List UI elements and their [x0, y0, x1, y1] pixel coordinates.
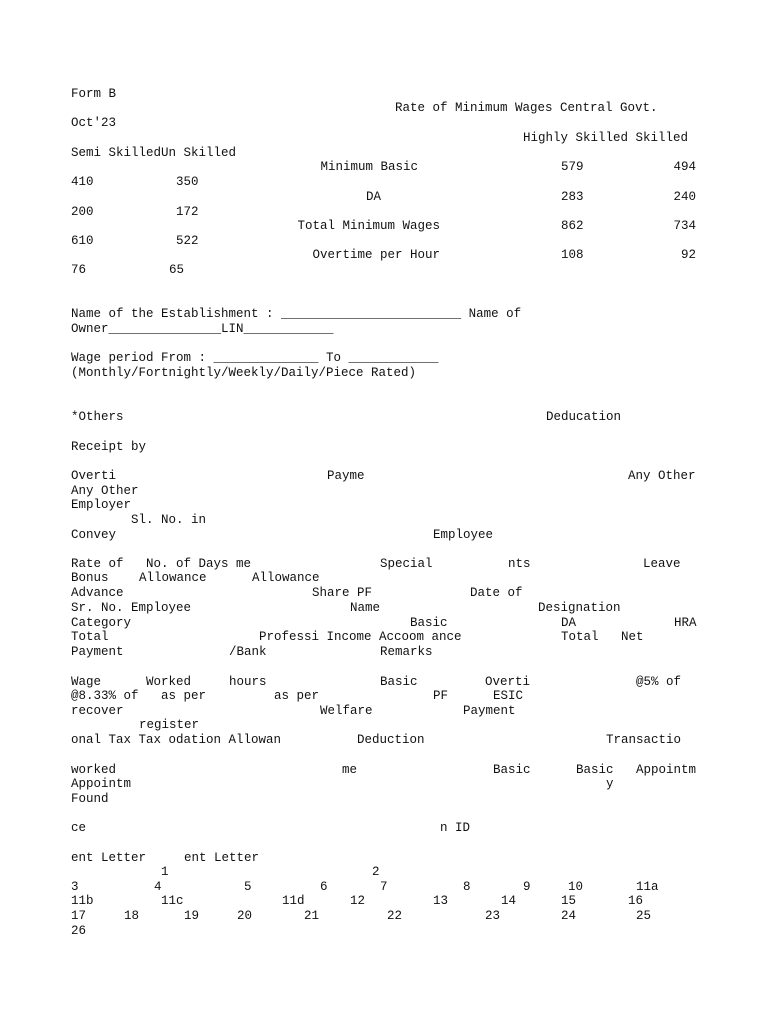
column-number: 10 [568, 880, 584, 894]
header-basic: Basic [576, 763, 614, 777]
skill-header-high: Highly Skilled Skilled [523, 131, 689, 145]
wage-period-types: (Monthly/Fortnightly/Weekly/Daily/Piece Rated) [71, 366, 417, 380]
wage-value-semi-skilled: 200 [71, 205, 94, 219]
column-number: 8 [463, 880, 471, 894]
wage-value-semi-skilled: 410 [71, 175, 94, 189]
period-label: Oct'23 [71, 116, 117, 130]
header-y: y [606, 777, 614, 791]
column-number: 12 [350, 894, 366, 908]
header-overti: Overti [71, 469, 117, 483]
wage-value-highly-skilled: 862 [561, 219, 584, 233]
header-allowance: Allowance [139, 571, 207, 585]
skill-header-semi: Semi SkilledUn Skilled [71, 146, 237, 160]
column-number: 3 [71, 880, 79, 894]
wage-value-highly-skilled: 283 [561, 190, 584, 204]
header-sl-no-in: Sl. No. in [131, 513, 207, 527]
header-employee: Employee [131, 601, 192, 615]
wage-value-unskilled: 350 [176, 175, 199, 189]
header-no-of-days: No. of Days me [146, 557, 252, 571]
header-basic: Basic [493, 763, 531, 777]
header-hra: HRA [674, 616, 697, 630]
column-number: 15 [561, 894, 577, 908]
header-total: Total [561, 630, 599, 644]
column-number: 4 [154, 880, 162, 894]
header-payme: Payme [327, 469, 365, 483]
column-number: 17 [71, 909, 87, 923]
header-basic: Basic [380, 675, 418, 689]
header-transactio: Transactio [606, 733, 682, 747]
column-number: 18 [124, 909, 140, 923]
header-name: Name [350, 601, 381, 615]
header-deducation: Deducation [546, 410, 622, 424]
header-as-per: as per [274, 689, 320, 703]
header-payment: Payment [71, 645, 124, 659]
header-others: *Others [71, 410, 124, 424]
header-esic: ESIC [493, 689, 524, 703]
header-register: register [139, 718, 200, 732]
column-number: 2 [372, 865, 380, 879]
column-number: 19 [184, 909, 200, 923]
wage-value-skilled: 494 [673, 160, 696, 174]
header-hours: hours [229, 675, 267, 689]
column-number: 16 [628, 894, 644, 908]
column-number: 6 [320, 880, 328, 894]
header-remarks: Remarks [380, 645, 433, 659]
header-designation: Designation [538, 601, 621, 615]
header-bonus: Bonus [71, 571, 109, 585]
header-advance: Advance [71, 586, 124, 600]
header-professi-row: Professi Income Accoom ance [259, 630, 462, 644]
header-employee: Employee [433, 528, 494, 542]
header-ce: ce [71, 821, 87, 835]
column-number: 1 [161, 865, 169, 879]
header-total: Total [71, 630, 109, 644]
header-date-of: Date of [470, 586, 523, 600]
wage-value-unskilled: 65 [169, 263, 185, 277]
header-deduction: Deduction [357, 733, 425, 747]
establishment-line-1: Name of the Establishment : ________________________ Name of [71, 307, 522, 321]
column-number: 5 [244, 880, 252, 894]
header-welfare: Welfare [320, 704, 373, 718]
header-appointm: Appointm [71, 777, 132, 791]
rates-title: Rate of Minimum Wages Central Govt. [395, 101, 658, 115]
header-recover: recover [71, 704, 124, 718]
wage-value-unskilled: 172 [176, 205, 199, 219]
header-bank: /Bank [229, 645, 267, 659]
column-number: 11a [636, 880, 659, 894]
header-sr-no: Sr. No. [71, 601, 124, 615]
header-worked: worked [71, 763, 117, 777]
header-payment: Payment [463, 704, 516, 718]
header-nts: nts [508, 557, 531, 571]
header-allowance: Allowance [252, 571, 320, 585]
header-as-per: as per [161, 689, 207, 703]
column-number: 11b [71, 894, 94, 908]
header-onal-row: onal Tax Tax odation Allowan [71, 733, 282, 747]
wage-value-semi-skilled: 76 [71, 263, 87, 277]
column-number: 22 [387, 909, 403, 923]
header-appointm: Appointm [636, 763, 697, 777]
column-number: 13 [433, 894, 449, 908]
column-number: 11d [282, 894, 305, 908]
header-ent-letter: ent Letter [184, 851, 260, 865]
header-employer: Employer [71, 498, 132, 512]
form-label: Form B [71, 87, 117, 101]
header-pct-833: @8.33% of [71, 689, 139, 703]
header-me: me [342, 763, 358, 777]
column-number: 7 [380, 880, 388, 894]
column-number: 9 [523, 880, 531, 894]
column-number: 20 [237, 909, 253, 923]
wage-period-line: Wage period From : ______________ To ____________ [71, 351, 439, 365]
header-any-other: Any Other [71, 484, 139, 498]
header-any-other: Any Other [628, 469, 696, 483]
column-number: 14 [501, 894, 517, 908]
header-special: Special [380, 557, 433, 571]
header-pct-5: @5% of [636, 675, 682, 689]
column-number: 25 [636, 909, 652, 923]
wage-row-label: Overtime per Hour [312, 248, 440, 262]
header-worked: Worked [146, 675, 192, 689]
header-pf: PF [433, 689, 449, 703]
wage-value-skilled: 92 [680, 248, 696, 262]
column-number: 26 [71, 924, 87, 938]
header-share-pf: Share PF [312, 586, 373, 600]
wage-row-label: DA [365, 190, 381, 204]
wage-value-highly-skilled: 579 [561, 160, 584, 174]
header-n-id: n ID [440, 821, 471, 835]
header-found: Found [71, 792, 109, 806]
header-ent-letter: ent Letter [71, 851, 147, 865]
wage-value-skilled: 734 [673, 219, 696, 233]
header-overti: Overti [485, 675, 531, 689]
column-number: 11c [161, 894, 184, 908]
header-receipt-by: Receipt by [71, 440, 147, 454]
column-number: 21 [304, 909, 320, 923]
wage-value-unskilled: 522 [176, 234, 199, 248]
column-number: 24 [561, 909, 577, 923]
wage-row-label: Minimum Basic [320, 160, 418, 174]
header-da: DA [561, 616, 577, 630]
wage-value-skilled: 240 [673, 190, 696, 204]
header-rate-of: Rate of [71, 557, 124, 571]
header-leave: Leave [643, 557, 681, 571]
wage-row-label: Total Minimum Wages [297, 219, 440, 233]
header-wage: Wage [71, 675, 102, 689]
wage-value-semi-skilled: 610 [71, 234, 94, 248]
header-net: Net [621, 630, 644, 644]
header-category: Category [71, 616, 132, 630]
establishment-line-2: Owner_______________LIN____________ [71, 322, 334, 336]
wage-value-highly-skilled: 108 [561, 248, 584, 262]
header-basic: Basic [410, 616, 448, 630]
column-number: 23 [485, 909, 501, 923]
header-convey: Convey [71, 528, 117, 542]
